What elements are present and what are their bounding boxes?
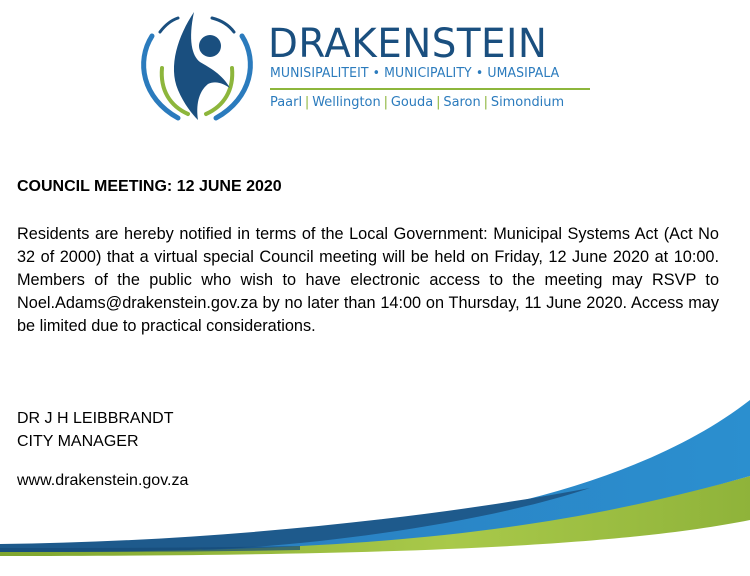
brand-subtitle: MUNISIPALITEIT • MUNICIPALITY • UMASIPALA xyxy=(270,66,560,81)
town-wellington: Wellington xyxy=(312,94,381,110)
town-gouda: Gouda xyxy=(390,94,434,110)
town-saron: Saron xyxy=(443,94,481,110)
signatory-name: DR J H LEIBBRANDT xyxy=(17,410,174,427)
website-link[interactable]: www.drakenstein.gov.za xyxy=(17,472,189,489)
brand-towns xyxy=(270,94,564,111)
decorative-swoosh xyxy=(0,380,750,576)
town-separator: | xyxy=(436,94,441,110)
notice-heading: COUNCIL MEETING: 12 JUNE 2020 xyxy=(17,178,282,195)
town-separator: | xyxy=(383,94,388,110)
town-separator: | xyxy=(304,94,310,110)
drakenstein-logo-icon xyxy=(138,6,256,122)
brand-name: DRAKENSTEIN xyxy=(268,21,548,67)
notice-body: Residents are hereby notified in terms of the Local Government: Municipal Systems Act (Act No 32 of 2000) that a virtual special Council meeting will be held on Friday, 12 June 2020 at 10:00. Members of the public who wish to have electronic access to the meeting may RSVP to Noel.Adams@drakenstein.gov.za by no later than 14:00 on Thursday, 11 June 2020. Access may be limited due to practical considerations. xyxy=(17,225,719,335)
brand-divider xyxy=(270,88,590,90)
town-separator: | xyxy=(483,94,488,110)
signatory-title: CITY MANAGER xyxy=(17,433,139,450)
town-simondium: Simondium xyxy=(490,94,565,110)
town-paarl: Paarl xyxy=(270,94,303,110)
